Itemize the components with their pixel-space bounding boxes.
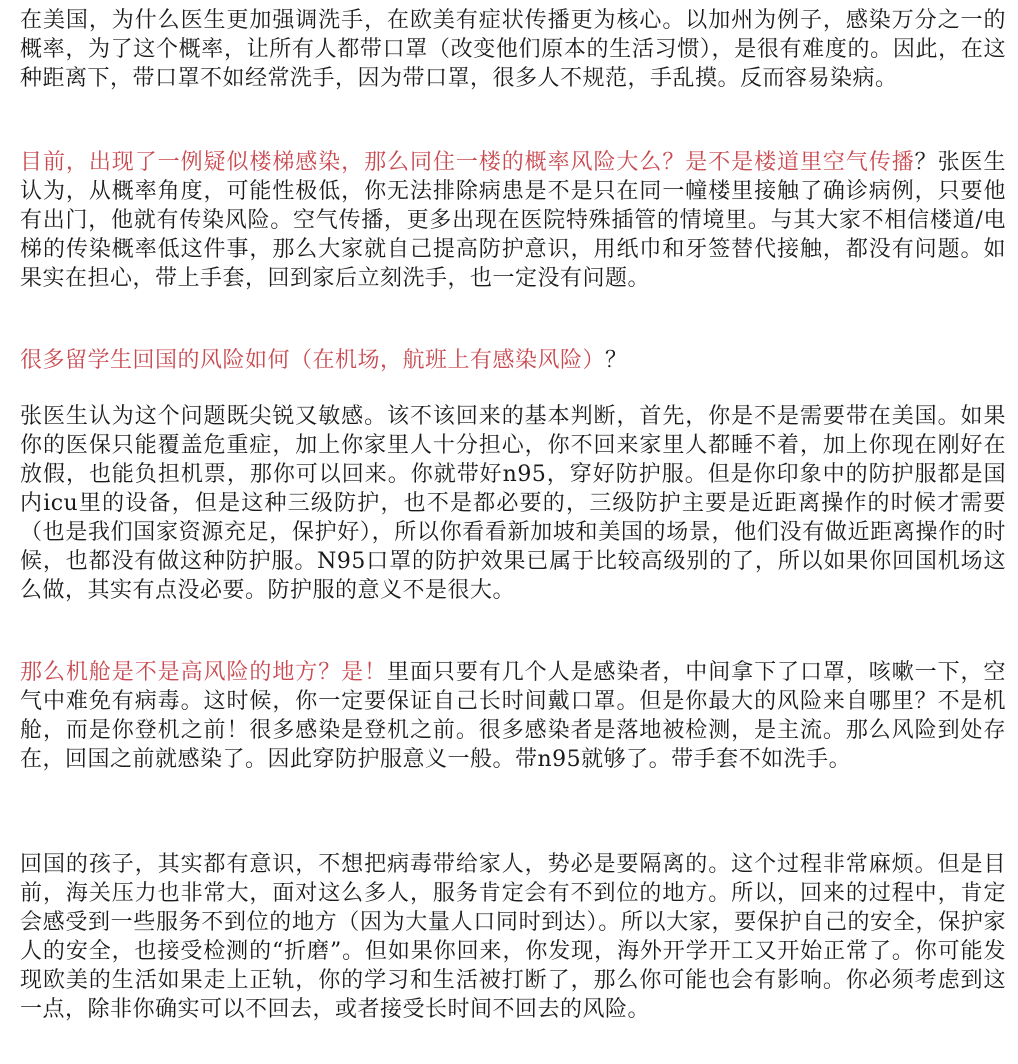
- question-mark: ？: [605, 348, 628, 373]
- paragraph-cabin-risk: [20, 658, 1006, 774]
- question-students-highlight: 很多留学生回国的风险如何（在机场，航班上有感染风险）: [20, 348, 606, 373]
- paragraph-students-return-question: [20, 346, 1006, 375]
- paragraph-handwashing: 在美国，为什么医生更加强调洗手，在欧美有症状传播更为核心。以加州为例子，感染万分之一的概率，为了这个概率，让所有人都带口罩（改变他们原本的生活习惯），是很有难度的。因此，在这种距离下，带口罩不如经常洗手，因为带口罩，很多人不规范，手乱摸。反而容易染病。: [20, 8, 1006, 91]
- paragraph-stairwell-infection: [20, 148, 1006, 293]
- paragraph-students-return-answer: 张医生认为这个问题既尖锐又敏感。该不该回来的基本判断，首先，你是不是需要带在美国。如果你的医保只能覆盖危重症，加上你家里人十分担心，你不回来家里人都睡不着，加上你现在刚好在放假，也能负担机票，那你可以回来。你就带好n95，穿好防护服。但是你印象中的防护服都是国内icu里的设备，但是这种三级防护，也不是都必要的，三级防护主要是近距离操作的时候才需要（也是我们国家资源充足，保护好），所以你看看新加坡和美国的场景，他们没有做近距离操作的时候，也都没有做这种防护服。N95口罩的防护效果已属于比较高级别的了，所以如果你回国机场这么做，其实有点没必要。防护服的意义不是很大。: [20, 404, 1006, 603]
- question-stairwell-highlight: 目前，出现了一例疑似楼梯感染，那么同住一楼的概率风险大么？是不是楼道里空气传播: [20, 150, 915, 175]
- answer-stairwell: ？张医生认为，从概率角度，可能性极低，你无法排除病患是不是只在同一幢楼里接触了确诊病例，只要他有出门，他就有传染风险。空气传播，更多出现在医院特殊插管的情境里。与其大家不相信楼道/电梯的传染概率低这件事，那么大家就自己提高防护意识，用纸巾和牙签替代接触，都没有问题。如果实在担心，带上手套，回到家后立刻洗手，也一定没有问题。: [20, 150, 1006, 291]
- question-cabin-highlight: 那么机舱是不是高风险的地方？是！: [20, 660, 388, 685]
- paragraph-returning-children: 回国的孩子，其实都有意识，不想把病毒带给家人，势必是要隔离的。这个过程非常麻烦。但是目前，海关压力也非常大，面对这么多人，服务肯定会有不到位的地方。所以，回来的过程中，肯定会感受到一些服务不到位的地方（因为大量人口同时到达）。所以大家，要保护自己的安全，保护家人的安全，也接受检测的“折磨”。但如果你回来，你发现，海外开学开工又开始正常了。你可能发现欧美的生活如果走上正轨，你的学习和生活被打断了，那么你可能也会有影响。你必须考虑到这一点，除非你确实可以不回去，或者接受长时间不回去的风险。: [20, 852, 1006, 1022]
- answer-cabin: 里面只要有几个人是感染者，中间拿下了口罩，咳嗽一下，空气中难免有病毒。这时候，你一定要保证自己长时间戴口罩。但是你最大的风险来自哪里？不是机舱，而是你登机之前！很多感染是登机之前。很多感染者是落地被检测，是主流。那么风险到处存在，回国之前就感染了。因此穿防护服意义一般。带n95就够了。带手套不如洗手。: [20, 660, 1006, 772]
